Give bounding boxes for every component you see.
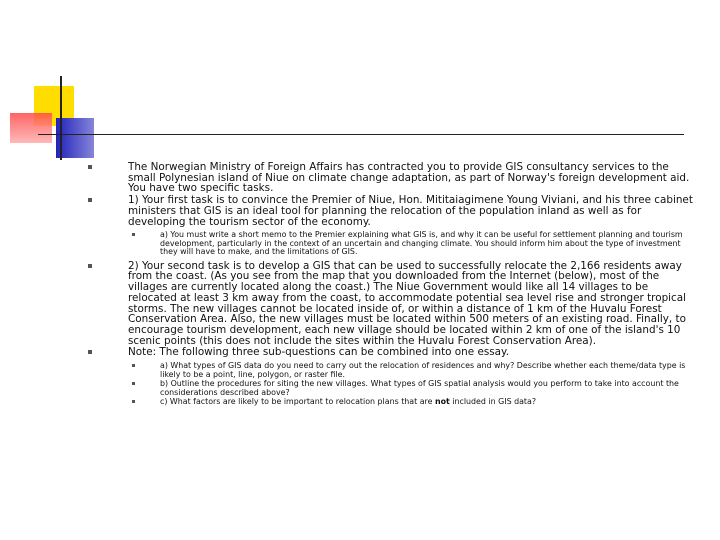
- bullet-intro: [88, 162, 694, 194]
- sub-bullet-text: b) Outline the procedures for siting the new villages. What types of GIS spatial analysis would you perform to take into account the considerations described above?: [160, 379, 679, 397]
- bullet-text: The Norwegian Ministry of Foreign Affairs has contracted you to provide GIS consultancy services to the small Polynesian island of Niue on climate change adaptation, as part of Norway's foreign development aid. You have two specific tasks.: [128, 161, 690, 195]
- sub-bullet-question-a: [88, 362, 694, 379]
- sub-bullet-square-icon: [132, 233, 135, 236]
- bullet-note: [88, 347, 694, 358]
- bullet-task-1: [88, 195, 694, 227]
- bullet-square-icon: [88, 264, 92, 268]
- sub-bullet-square-icon: [132, 364, 135, 367]
- sub-bullet-text: a) You must write a short memo to the Premier explaining what GIS is, and why it can be useful for settlement planning and tourism development, particularly in the context of an uncertain and changing climate. You should inform him about the type of investment they will have to make, and the limitations of GIS.: [160, 230, 683, 257]
- sub-bullet-question-c: [88, 398, 694, 407]
- bullet-task-2: [88, 261, 694, 347]
- sub-bullet-text: a) What types of GIS data do you need to carry out the relocation of residences and why? Describe whether each theme/data type is likely to be a point, line, polygon, or raster file.: [160, 361, 686, 379]
- sub-bullet-question-b: [88, 380, 694, 397]
- bullet-square-icon: [88, 198, 92, 202]
- sub-bullet-square-icon: [132, 400, 135, 403]
- slide-body: [88, 162, 694, 408]
- bullet-square-icon: [88, 165, 92, 169]
- bullet-text: 2) Your second task is to develop a GIS that can be used to successfully relocate the 2,166 residents away from the coast. (As you see from the map that you downloaded from the Internet (below), most of the villages are currently located along the coast.) The Niue Government would like all 14 villages to be relocated at least 3 km away from the coast, to accommodate potential sea level rise and stronger tropical storms. The new villages cannot be located inside of, or within a distance of 1 km of the Huvalu Forest Conservation Area. Also, the new villages must be located within 500 meters of an existing road. Finally, to encourage tourism development, each new village should be located within 2 km of one of the island's 10 scenic points (this does not include the sites within the Huvalu Forest Conservation Area).: [128, 259, 687, 347]
- sub-bullet-task-1a: [88, 231, 694, 257]
- bullet-square-icon: [88, 350, 92, 354]
- decor-vertical-line: [60, 76, 62, 160]
- emphasis-not: not: [435, 397, 450, 407]
- bullet-text: Note: The following three sub-questions can be combined into one essay.: [128, 346, 509, 359]
- bullet-text: 1) Your first task is to convince the Premier of Niue, Hon. Mititaiagimene Young Viviani, and his three cabinet ministers that GIS is an ideal tool for planning the relocation of the population inland as well as for developing the tourism sector of the economy.: [128, 194, 693, 228]
- title-divider-line: [38, 134, 684, 135]
- sub-bullet-text-after: included in GIS data?: [449, 397, 537, 407]
- sub-bullet-square-icon: [132, 382, 135, 385]
- decor-red-square-fade: [10, 113, 52, 143]
- sub-bullet-text-before: c) What factors are likely to be important to relocation plans that are: [160, 397, 435, 407]
